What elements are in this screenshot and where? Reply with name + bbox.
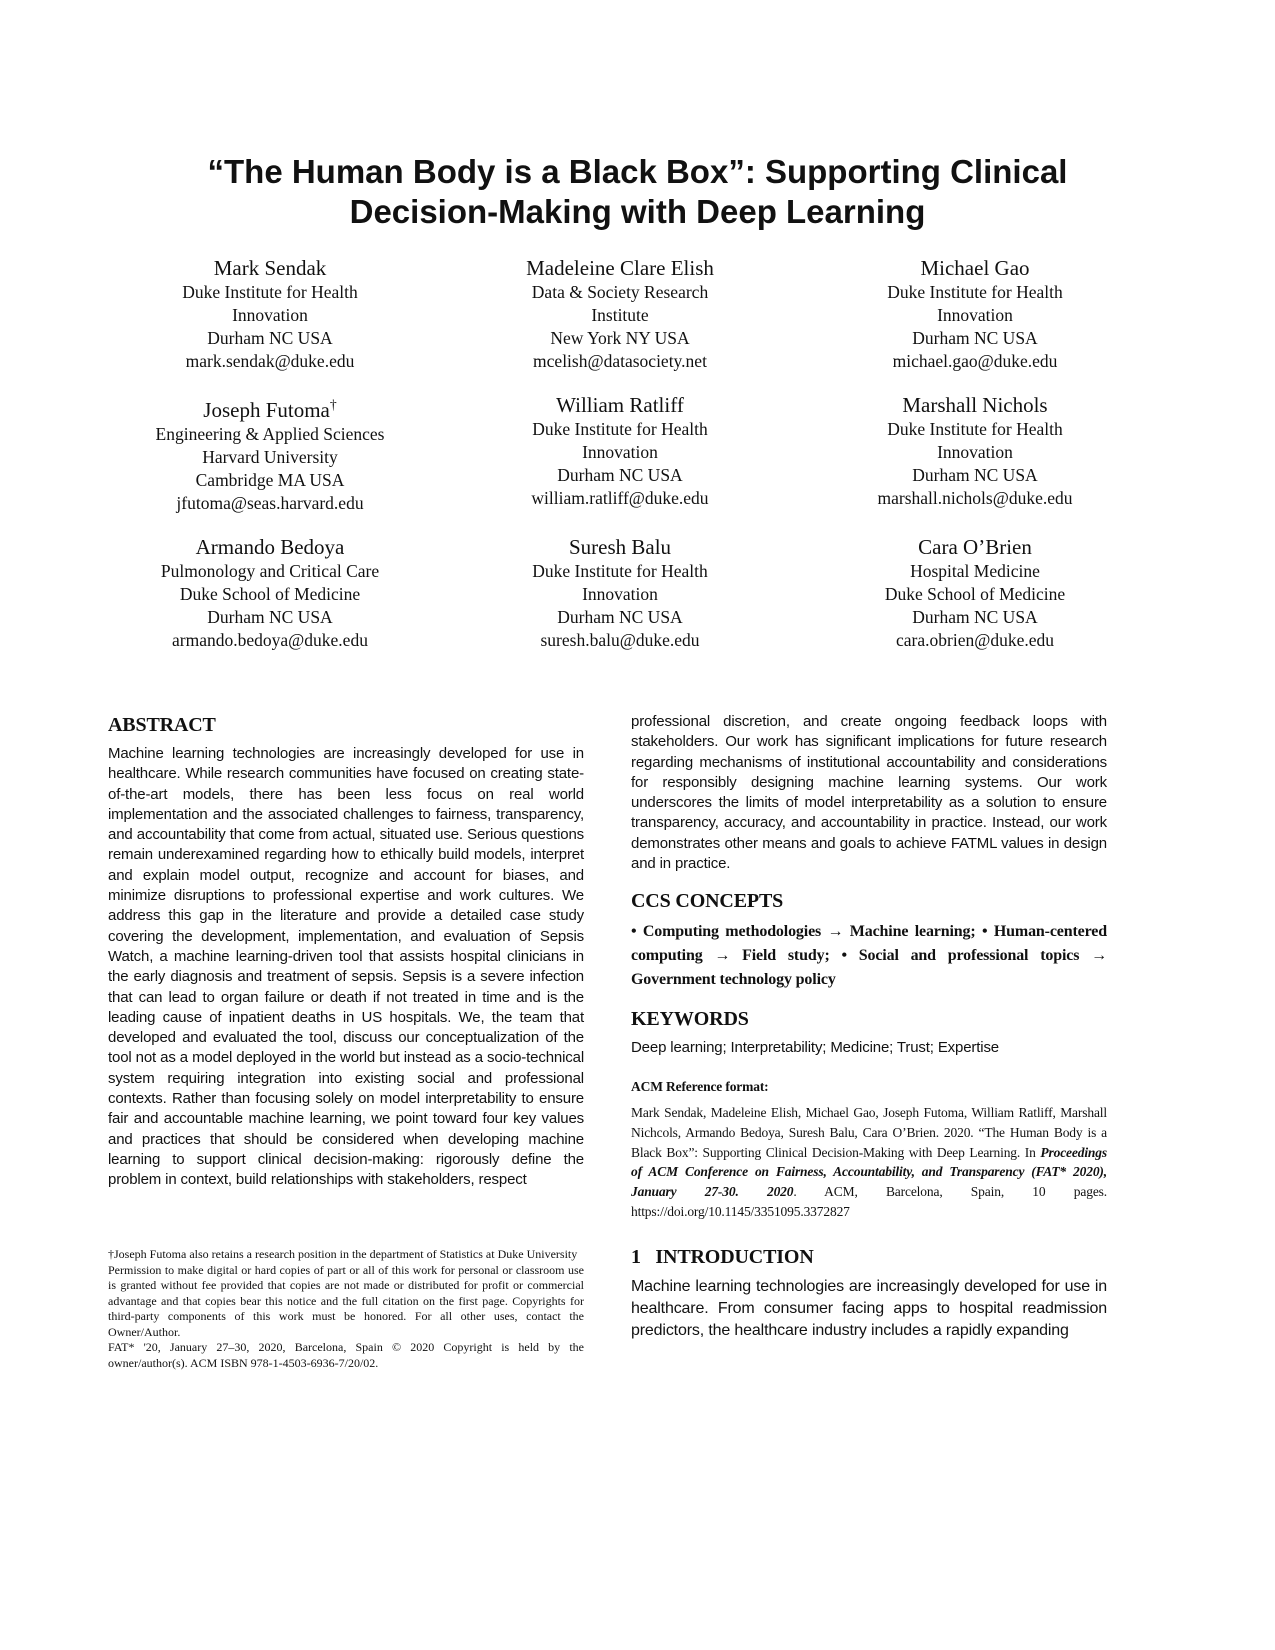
footnote-copyright: FAT* '20, January 27–30, 2020, Barcelona, Spain © 2020 Copyright is held by the owner/author(s). ACM ISBN 978-1-4503-6936-7/20/02. <box>108 1340 584 1370</box>
author-block <box>100 534 440 652</box>
author-affiliation: Duke Institute for Health <box>532 419 708 439</box>
author-email[interactable]: mark.sendak@duke.edu <box>185 351 355 371</box>
author-affiliation: Duke School of Medicine <box>884 584 1066 604</box>
author-name <box>800 534 1150 560</box>
right-column <box>631 712 1107 1342</box>
author-affiliation: Innovation <box>582 584 658 604</box>
author-list <box>100 255 1150 652</box>
author-affiliation: Durham NC USA <box>207 607 333 627</box>
title-line-2: Decision-Making with Deep Learning <box>349 193 926 230</box>
author-block <box>100 255 440 373</box>
keywords-heading: KEYWORDS <box>631 1008 749 1031</box>
reference-format <box>631 1103 1107 1222</box>
author-name <box>440 255 800 281</box>
author-affiliation: Harvard University <box>202 447 338 467</box>
author-footnote-mark: † <box>329 397 337 412</box>
author-email[interactable]: marshall.nichols@duke.edu <box>877 488 1073 508</box>
ccs-concepts: • Computing methodologies → Machine learning; • Human-centered computing → Field study; • Social and professional topics → Government technology policy <box>631 923 1107 989</box>
author-block <box>440 255 800 373</box>
author-affiliation: Innovation <box>937 305 1013 325</box>
abstract-text-continued: professional discretion, and create ongoing feedback loops with stakeholders. Our work has significant implications for future research regarding mechanisms of institutional accountability and considerations for responsibly designing machine learning systems. Our work underscores the limits of model interpretability as a solution to ensure transparency, accuracy, and accountability in practice. Instead, our work demonstrates other means and goals to achieve FATML values in design and in practice. <box>631 713 1107 873</box>
author-name <box>100 534 440 560</box>
footnote-permission: Permission to make digital or hard copies of part or all of this work for personal or classroom use is granted without fee provided that copies are not made or distributed for profit or commercial advantage and that copies bear this notice and the full citation on the first page. Copyrights for third-party components of this work must be honored. For all other uses, contact the Owner/Author. <box>108 1262 584 1339</box>
author-affiliation: Data & Society Research <box>531 282 709 302</box>
author-block <box>800 534 1150 652</box>
author-affiliation: Duke Institute for Health <box>182 282 358 302</box>
author-affiliation: Durham NC USA <box>557 465 683 485</box>
author-block <box>800 392 1150 515</box>
paper-title <box>0 152 1275 232</box>
author-name-text: Marshall Nichols <box>902 393 1048 417</box>
author-affiliation: Durham NC USA <box>912 607 1038 627</box>
author-name-text: Suresh Balu <box>568 535 672 559</box>
author-affiliation: Duke School of Medicine <box>179 584 361 604</box>
author-affiliation: Duke Institute for Health <box>887 419 1063 439</box>
footnotes <box>108 1247 584 1371</box>
ccs-heading: CCS CONCEPTS <box>631 890 784 913</box>
author-email[interactable]: armando.bedoya@duke.edu <box>172 630 368 650</box>
introduction-text: Machine learning technologies are increasingly developed for use in healthcare. From consumer facing apps to hospital readmission predictors, the healthcare industry includes a rapidly expanding <box>631 1277 1107 1339</box>
author-block <box>440 392 800 515</box>
author-affiliation: Hospital Medicine <box>910 561 1040 581</box>
author-affiliation: Innovation <box>937 442 1013 462</box>
abstract-heading: ABSTRACT <box>108 714 216 736</box>
author-affiliation: Cambridge MA USA <box>195 470 345 490</box>
author-block <box>800 255 1150 373</box>
author-name-text: Mark Sendak <box>213 256 327 280</box>
keywords-text: Deep learning; Interpretability; Medicine; Trust; Expertise <box>631 1039 999 1057</box>
author-name <box>440 392 800 418</box>
reference-authors: Mark Sendak, Madeleine Elish, Michael Gao, Joseph Futoma, William Ratliff, Marshall Nichcols, Armando Bedoya, Suresh Balu, Cara O’Brien. 2020. “The Human Body is a Black Box”: Supporting Clinical Decision-Making with Deep Learning. In <box>631 1104 1107 1160</box>
author-name <box>100 255 440 281</box>
author-email[interactable]: william.ratliff@duke.edu <box>531 488 709 508</box>
author-affiliation: Durham NC USA <box>912 328 1038 348</box>
author-name <box>800 255 1150 281</box>
footnote-dagger: †Joseph Futoma also retains a research position in the department of Statistics at Duke University <box>108 1247 578 1261</box>
introduction-heading: 1 INTRODUCTION <box>631 1245 814 1268</box>
author-affiliation: Engineering & Applied Sciences <box>155 424 385 444</box>
author-name <box>800 392 1150 418</box>
reference-venue: Proceedings of ACM Conference on Fairness, Accountability, and Transparency (FAT* 2020), January 27-30. 2020 <box>631 1144 1107 1200</box>
author-affiliation: Duke Institute for Health <box>532 561 708 581</box>
author-name-text: Armando Bedoya <box>195 535 345 559</box>
author-affiliation: Pulmonology and Critical Care <box>160 561 380 581</box>
author-affiliation: New York NY USA <box>550 328 690 348</box>
author-affiliation: Durham NC USA <box>207 328 333 348</box>
author-email[interactable]: suresh.balu@duke.edu <box>540 630 700 650</box>
author-name-text: Michael Gao <box>920 256 1030 280</box>
abstract-text: Machine learning technologies are increasingly developed for use in healthcare. While research communities have focused on creating state-of-the-art models, there has been less focus on real world implementation and the associated challenges to fairness, transparency, and accountability that come from actual, situated use. Serious questions remain underexamined regarding how to ethically build models, interpret and explain model output, recognize and account for biases, and minimize disruptions to professional expertise and work cultures. We address this gap in the literature and provide a detailed case study covering the development, implementation, and evaluation of Sepsis Watch, a machine learning-driven tool that assists hospital clinicians in the early diagnosis and treatment of sepsis. Sepsis is a severe infection that can lead to organ failure or death if not treated in time and is the leading cause of inpatient deaths in US hospitals. We, the team that developed and evaluated the tool, discuss our conceptualization of the tool not as a model deployed in the world but instead as a socio-technical system requiring integration into existing social and professional contexts. Rather than focusing solely on model interpretability to ensure fair and accountable machine learning, we point toward four key values and practices that should be considered when developing machine learning to support clinical decision-making: rigorously define the problem in context, build relationships with stakeholders, respect <box>108 745 584 1189</box>
author-name <box>100 392 440 423</box>
author-email[interactable]: mcelish@datasociety.net <box>533 351 707 371</box>
author-email[interactable]: jfutoma@seas.harvard.edu <box>176 493 364 513</box>
author-name-text: Joseph Futoma <box>203 398 330 422</box>
reference-format-label: ACM Reference format: <box>631 1078 769 1094</box>
author-affiliation: Innovation <box>582 442 658 462</box>
reference-details: . ACM, Barcelona, Spain, 10 pages. https://doi.org/10.1145/3351095.3372827 <box>631 1184 1107 1219</box>
author-name <box>440 534 800 560</box>
author-affiliation: Durham NC USA <box>912 465 1038 485</box>
author-email[interactable]: cara.obrien@duke.edu <box>896 630 1054 650</box>
title-line-1: “The Human Body is a Black Box”: Supporting Clinical <box>207 153 1068 190</box>
author-block <box>440 534 800 652</box>
author-name-text: William Ratliff <box>556 393 684 417</box>
author-affiliation: Innovation <box>232 305 308 325</box>
left-column <box>108 712 584 1191</box>
author-affiliation: Institute <box>591 305 649 325</box>
author-email[interactable]: michael.gao@duke.edu <box>892 351 1058 371</box>
author-name-text: Cara O’Brien <box>918 535 1032 559</box>
author-block <box>100 392 440 515</box>
author-affiliation: Duke Institute for Health <box>887 282 1063 302</box>
author-affiliation: Durham NC USA <box>557 607 683 627</box>
author-name-text: Madeleine Clare Elish <box>526 256 714 280</box>
